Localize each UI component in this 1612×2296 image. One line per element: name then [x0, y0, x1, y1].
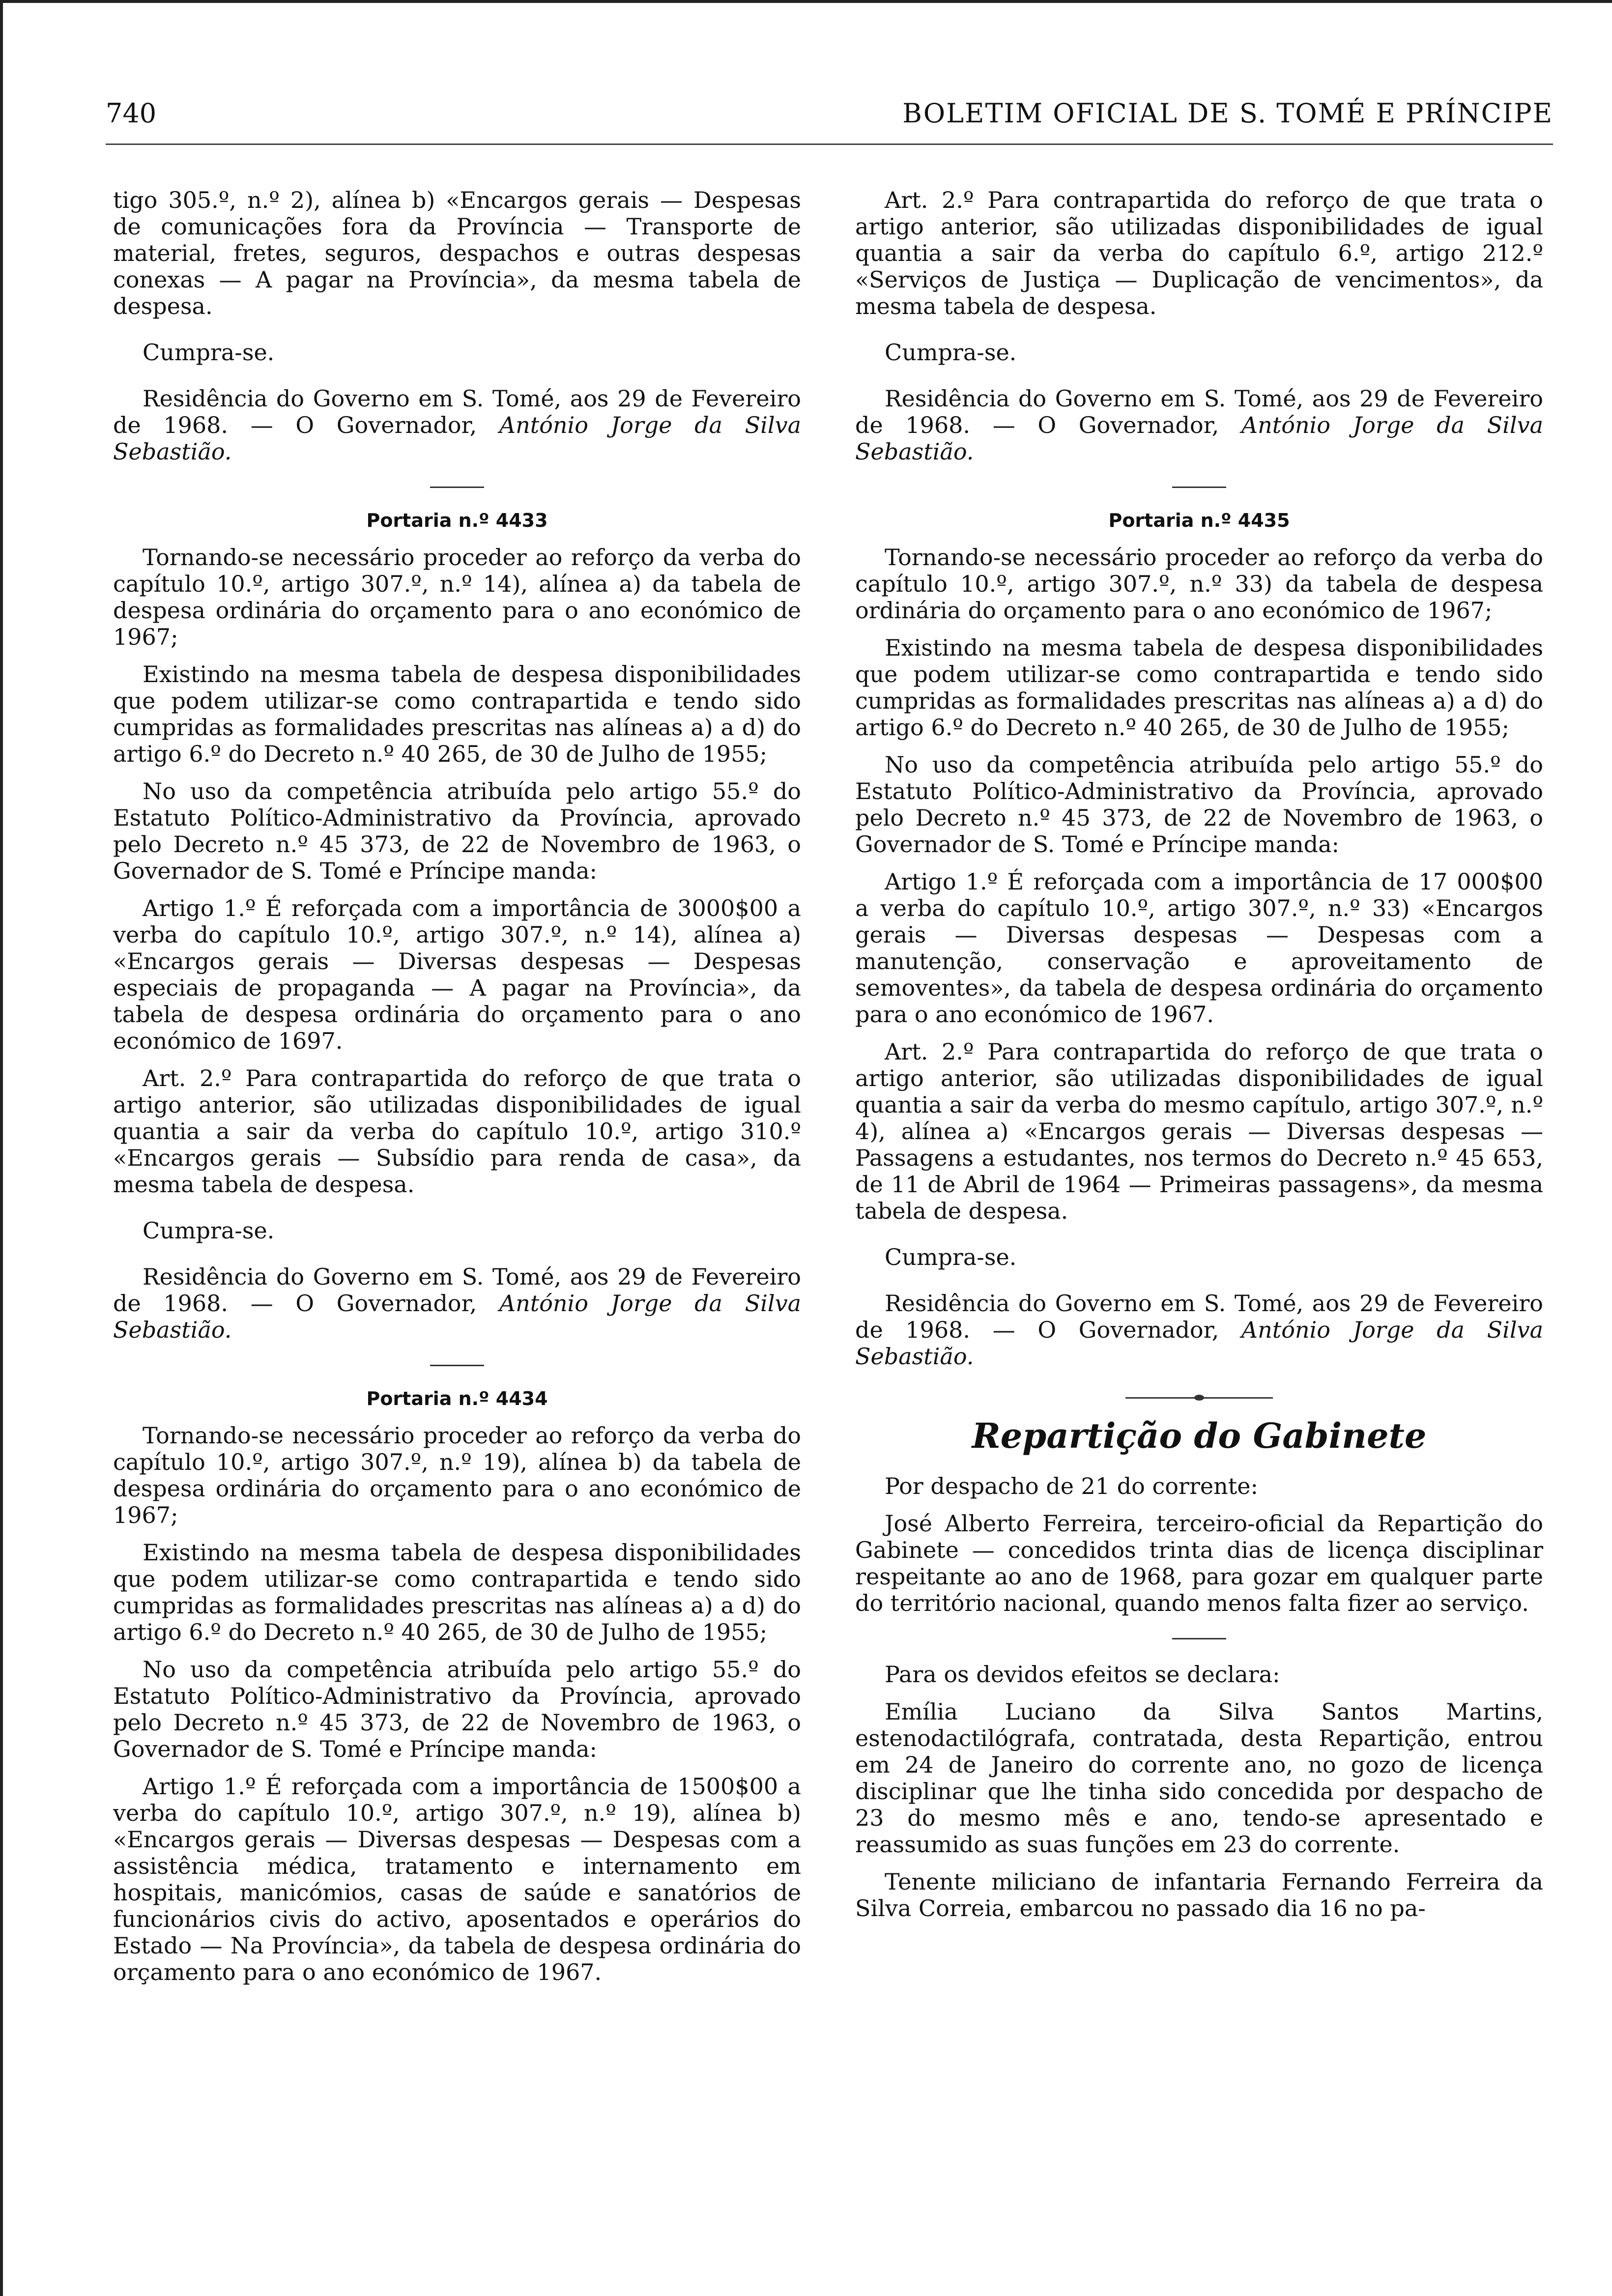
paragraph: Existindo na mesma tabela de despesa disponibilidades que podem utilizar-se como contrapartida e tendo sido cumpridas as formalidades prescritas nas alíneas a) a d) do artigo 6.º do Decreto n.º 40 265, de 30 de Julho de 1955;	[113, 1539, 801, 1645]
cumpra-se: Cumpra-se.	[143, 1217, 275, 1244]
paragraph: No uso da competência atribuída pelo artigo 55.º do Estatuto Político-Administrativo da Província, aprovado pelo Decreto n.º 45 373, de 22 de Novembro de 1963, o Governador de S. Tomé e Príncipe manda:	[113, 778, 801, 884]
portaria-4435-heading: Portaria n.º 4435	[1108, 510, 1290, 531]
residencia-signature	[113, 1263, 801, 1343]
residencia-text: Residência do Governo em S. Tomé, aos 29 de Fevereiro de 1968. — O Governador,	[855, 1290, 1543, 1343]
governor-signature: António Jorge da Silva Sebastião.	[855, 412, 1543, 465]
publication-title: BOLETIM OFICIAL DE S. TOMÉ E PRÍNCIPE	[902, 97, 1553, 129]
paragraph: Art. 2.º Para contrapartida do reforço de que trata o artigo anterior, são utilizadas disponibilidades de igual quantia a sair da verba do capítulo 10.º, artigo 310.º «Encargos gerais — Subsídio para renda de casa», da mesma tabela de despesa.	[113, 1065, 801, 1198]
paragraph: Tenente miliciano de infantaria Fernando Ferreira da Silva Correia, embarcou no passado dia 16 no pa-	[855, 1868, 1543, 1922]
right-column	[855, 187, 1543, 2251]
header-rule	[106, 144, 1553, 145]
reparticao-gabinete-heading: Repartição do Gabinete	[972, 1415, 1427, 1456]
section-separator	[1172, 487, 1226, 488]
section-separator	[430, 1365, 484, 1366]
paragraph: Art. 2.º Para contrapartida do reforço de que trata o artigo anterior, são utilizadas disponibilidades de igual quantia a sair da verba do mesmo capítulo, artigo 307.º, n.º 4), alínea a) «Encargos gerais — Diversas despesas — Passagens a estudantes, nos termos do Decreto n.º 45 653, de 11 de Abril de 1964 — Primeiras passagens», da mesma tabela de despesa.	[855, 1038, 1543, 1224]
residencia-signature	[855, 1290, 1543, 1370]
paragraph: Tornando-se necessário proceder ao reforço da verba do capítulo 10.º, artigo 307.º, n.º 14), alínea a) da tabela de despesa ordinária do orçamento para o ano económico de 1967;	[113, 544, 801, 650]
paragraph: Artigo 1.º É reforçada com a importância de 1500$00 a verba do capítulo 10.º, artigo 307.º, n.º 19), alínea b) «Encargos gerais — Diversas despesas — Despesas com a assistência médica, tratamento e internamento em hospitais, manicómios, casas de saúde e sanatórios de funcionários civis do activo, aposentados e operários do Estado — Na Província», da tabela de despesa ordinária do orçamento para o ano económico de 1967.	[113, 1773, 801, 1985]
governor-signature: António Jorge da Silva Sebastião.	[113, 412, 801, 465]
page-number: 740	[106, 97, 157, 129]
section-separator-ornament	[1125, 1397, 1273, 1399]
page-header	[106, 88, 1553, 138]
paragraph: No uso da competência atribuída pelo artigo 55.º do Estatuto Político-Administrativo da Província, aprovado pelo Decreto n.º 45 373, de 22 de Novembro de 1963, o Governador de S. Tomé e Príncipe manda:	[855, 751, 1543, 858]
residencia-signature	[113, 385, 801, 465]
despacho-line: Por despacho de 21 do corrente:	[885, 1473, 1258, 1499]
paragraph: Artigo 1.º É reforçada com a importância de 3000$00 a verba do capítulo 10.º, artigo 307.º, n.º 14), alínea a) «Encargos gerais — Diversas despesas — Despesas especiais de propaganda — A pagar na Província», da tabela de despesa ordinária do orçamento para o ano económico de 1697.	[113, 895, 801, 1054]
page-frame-left	[0, 0, 3, 2296]
section-separator	[1172, 1638, 1226, 1639]
paragraph: Emília Luciano da Silva Santos Martins, estenodactilógrafa, contratada, desta Repartição, entrou em 24 de Janeiro do corrente ano, no gozo de licença disciplinar que lhe tinha sido concedida por despacho de 23 do mesmo mês e ano, tendo-se apresentado e reassumido as suas funções em 23 do corrente.	[855, 1698, 1543, 1858]
cumpra-se: Cumpra-se.	[885, 339, 1017, 366]
page-frame-top	[0, 0, 1612, 3]
paragraph: Tornando-se necessário proceder ao reforço da verba do capítulo 10.º, artigo 307.º, n.º 33) da tabela de despesa ordinária do orçamento para o ano económico de 1967;	[855, 544, 1543, 624]
portaria-4434-heading: Portaria n.º 4434	[366, 1388, 548, 1409]
paragraph: No uso da competência atribuída pelo artigo 55.º do Estatuto Político-Administrativo da Província, aprovado pelo Decreto n.º 45 373, de 22 de Novembro de 1963, o Governador de S. Tomé e Príncipe manda:	[113, 1656, 801, 1762]
paragraph: Tornando-se necessário proceder ao reforço da verba do capítulo 10.º, artigo 307.º, n.º 19), alínea b) da tabela de despesa ordinária do orçamento para o ano económico de 1967;	[113, 1422, 801, 1528]
residencia-text: Residência do Governo em S. Tomé, aos 29 de Fevereiro de 1968. — O Governador,	[855, 385, 1543, 438]
declara-line: Para os devidos efeitos se declara:	[885, 1661, 1280, 1688]
governor-signature: António Jorge da Silva Sebastião.	[113, 1290, 801, 1343]
residencia-text: Residência do Governo em S. Tomé, aos 29 de Fevereiro de 1968. — O Governador,	[113, 1263, 801, 1317]
paragraph: Existindo na mesma tabela de despesa disponibilidades que podem utilizar-se como contrapartida e tendo sido cumpridas as formalidades prescritas nas alíneas a) a d) do artigo 6.º do Decreto n.º 40 265, de 30 de Julho de 1955;	[855, 634, 1543, 741]
portaria-4433-heading: Portaria n.º 4433	[366, 510, 548, 531]
paragraph: José Alberto Ferreira, terceiro-oficial da Repartição do Gabinete — concedidos trinta dias de licença disciplinar respeitante ao ano de 1968, para gozar em qualquer parte do território nacional, quando menos falta fizer ao serviço.	[855, 1510, 1543, 1616]
art2-continued: Art. 2.º Para contrapartida do reforço de que trata o artigo anterior, são utilizadas disponibilidades de igual quantia a sair da verba do capítulo 6.º, artigo 212.º «Serviços de Justiça — Duplicação de vencimentos», da mesma tabela de despesa.	[855, 187, 1543, 319]
cumpra-se: Cumpra-se.	[885, 1244, 1017, 1270]
paragraph: Existindo na mesma tabela de despesa disponibilidades que podem utilizar-se como contrapartida e tendo sido cumpridas as formalidades prescritas nas alíneas a) a d) do artigo 6.º do Decreto n.º 40 265, de 30 de Julho de 1955;	[113, 661, 801, 767]
cumpra-se: Cumpra-se.	[143, 339, 275, 366]
governor-signature: António Jorge da Silva Sebastião.	[855, 1317, 1543, 1370]
residencia-signature	[855, 385, 1543, 465]
intro-continued: tigo 305.º, n.º 2), alínea b) «Encargos gerais — Despesas de comunicações fora da Província — Transporte de material, fretes, seguros, despachos e outras despesas conexas — A pagar na Província», da mesma tabela de despesa.	[113, 187, 801, 319]
paragraph: Artigo 1.º É reforçada com a importância de 17 000$00 a verba do capítulo 10.º, artigo 307.º, n.º 33) «Encargos gerais — Diversas despesas — Despesas com a manutenção, conservação e aproveitamento de semoventes», da tabela de despesa ordinária do orçamento para o ano económico de 1967.	[855, 868, 1543, 1028]
left-column	[113, 187, 801, 2251]
residencia-text: Residência do Governo em S. Tomé, aos 29 de Fevereiro de 1968. — O Governador,	[113, 385, 801, 438]
section-separator	[430, 487, 484, 488]
